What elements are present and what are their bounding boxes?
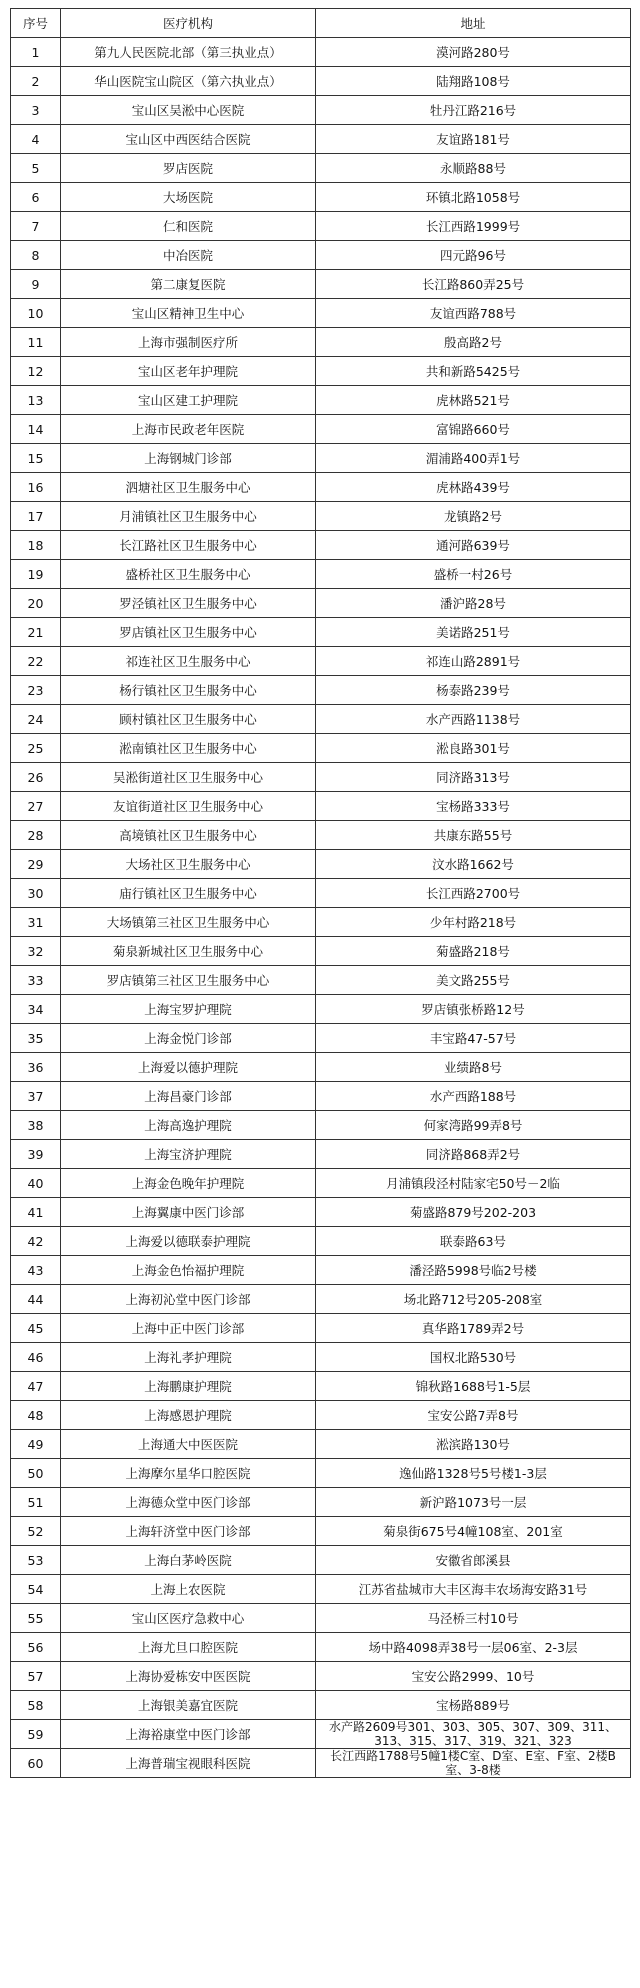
cell-institution: 宝山区吴淞中心医院 [61, 96, 316, 125]
cell-index: 59 [11, 1720, 61, 1749]
cell-institution: 第九人民医院北部（第三执业点） [61, 38, 316, 67]
cell-address: 虎林路521号 [316, 386, 631, 415]
cell-institution: 盛桥社区卫生服务中心 [61, 560, 316, 589]
cell-index: 6 [11, 183, 61, 212]
cell-index: 43 [11, 1256, 61, 1285]
cell-address: 友谊路181号 [316, 125, 631, 154]
cell-index: 52 [11, 1517, 61, 1546]
table-row [11, 1082, 631, 1111]
cell-institution: 上海初沁堂中医门诊部 [61, 1285, 316, 1314]
cell-address: 长江西路1999号 [316, 212, 631, 241]
table-row [11, 763, 631, 792]
table-row [11, 1401, 631, 1430]
cell-institution: 上海感恩护理院 [61, 1401, 316, 1430]
table-row [11, 183, 631, 212]
cell-address: 宝杨路889号 [316, 1691, 631, 1720]
table-row [11, 908, 631, 937]
cell-address: 通河路639号 [316, 531, 631, 560]
table-row [11, 1604, 631, 1633]
table-row [11, 1198, 631, 1227]
cell-index: 39 [11, 1140, 61, 1169]
table-row [11, 1575, 631, 1604]
cell-institution: 上海礼孝护理院 [61, 1343, 316, 1372]
cell-institution: 大场医院 [61, 183, 316, 212]
cell-institution: 上海轩济堂中医门诊部 [61, 1517, 316, 1546]
institution-table [10, 8, 631, 1778]
cell-institution: 上海昌豪门诊部 [61, 1082, 316, 1111]
table-row [11, 966, 631, 995]
cell-institution: 上海宝罗护理院 [61, 995, 316, 1024]
cell-institution: 罗店医院 [61, 154, 316, 183]
cell-address: 长江西路1788号5幢1楼C室、D室、E室、F室、2楼B室、3-8楼 [316, 1749, 631, 1778]
cell-institution: 上海鹏康护理院 [61, 1372, 316, 1401]
table-row [11, 1140, 631, 1169]
cell-address: 牡丹江路216号 [316, 96, 631, 125]
cell-address: 罗店镇张桥路12号 [316, 995, 631, 1024]
table-row [11, 1517, 631, 1546]
cell-index: 19 [11, 560, 61, 589]
table-row [11, 386, 631, 415]
cell-institution: 仁和医院 [61, 212, 316, 241]
cell-index: 46 [11, 1343, 61, 1372]
cell-index: 33 [11, 966, 61, 995]
table-row [11, 415, 631, 444]
cell-address: 逸仙路1328号5号楼1-3层 [316, 1459, 631, 1488]
table-row [11, 357, 631, 386]
cell-institution: 罗店镇第三社区卫生服务中心 [61, 966, 316, 995]
table-row [11, 1691, 631, 1720]
cell-index: 18 [11, 531, 61, 560]
cell-address: 安徽省郎溪县 [316, 1546, 631, 1575]
cell-address: 场北路712号205-208室 [316, 1285, 631, 1314]
table-row [11, 96, 631, 125]
cell-address: 杨泰路239号 [316, 676, 631, 705]
cell-institution: 罗店镇社区卫生服务中心 [61, 618, 316, 647]
cell-address: 月浦镇段泾村陆家宅50号－2临 [316, 1169, 631, 1198]
cell-index: 8 [11, 241, 61, 270]
cell-institution: 上海上农医院 [61, 1575, 316, 1604]
table-row [11, 1111, 631, 1140]
cell-index: 14 [11, 415, 61, 444]
cell-institution: 上海市强制医疗所 [61, 328, 316, 357]
cell-index: 47 [11, 1372, 61, 1401]
cell-institution: 上海金色晚年护理院 [61, 1169, 316, 1198]
cell-address: 宝杨路333号 [316, 792, 631, 821]
cell-institution: 大场社区卫生服务中心 [61, 850, 316, 879]
cell-index: 51 [11, 1488, 61, 1517]
table-row [11, 676, 631, 705]
cell-index: 16 [11, 473, 61, 502]
cell-index: 22 [11, 647, 61, 676]
cell-index: 55 [11, 1604, 61, 1633]
cell-institution: 上海翼康中医门诊部 [61, 1198, 316, 1227]
table-row [11, 531, 631, 560]
table-row [11, 502, 631, 531]
table-row [11, 589, 631, 618]
table-row [11, 1749, 631, 1778]
cell-institution: 泗塘社区卫生服务中心 [61, 473, 316, 502]
cell-index: 13 [11, 386, 61, 415]
cell-address: 马泾桥三村10号 [316, 1604, 631, 1633]
table-row [11, 937, 631, 966]
cell-institution: 上海爱以德护理院 [61, 1053, 316, 1082]
cell-institution: 上海中正中医门诊部 [61, 1314, 316, 1343]
cell-address: 淞滨路130号 [316, 1430, 631, 1459]
cell-address: 盛桥一村26号 [316, 560, 631, 589]
cell-address: 陆翔路108号 [316, 67, 631, 96]
cell-institution: 上海协爱栋安中医医院 [61, 1662, 316, 1691]
table-row [11, 241, 631, 270]
cell-institution: 上海市民政老年医院 [61, 415, 316, 444]
cell-index: 28 [11, 821, 61, 850]
cell-address: 场中路4098弄38号一层06室、2-3层 [316, 1633, 631, 1662]
cell-address: 菊泉街675号4幢108室、201室 [316, 1517, 631, 1546]
table-body [11, 38, 631, 1778]
cell-institution: 华山医院宝山院区（第六执业点） [61, 67, 316, 96]
cell-index: 15 [11, 444, 61, 473]
cell-institution: 杨行镇社区卫生服务中心 [61, 676, 316, 705]
table-row [11, 1053, 631, 1082]
cell-address: 永顺路88号 [316, 154, 631, 183]
cell-address: 汶水路1662号 [316, 850, 631, 879]
cell-index: 53 [11, 1546, 61, 1575]
cell-address: 丰宝路47-57号 [316, 1024, 631, 1053]
header-index: 序号 [11, 9, 61, 38]
cell-address: 淞良路301号 [316, 734, 631, 763]
cell-index: 40 [11, 1169, 61, 1198]
cell-address: 美诺路251号 [316, 618, 631, 647]
cell-institution: 中冶医院 [61, 241, 316, 270]
cell-index: 23 [11, 676, 61, 705]
cell-address: 潘泾路5998号临2号楼 [316, 1256, 631, 1285]
table-row [11, 38, 631, 67]
table-row [11, 1343, 631, 1372]
cell-index: 56 [11, 1633, 61, 1662]
cell-index: 25 [11, 734, 61, 763]
cell-address: 四元路96号 [316, 241, 631, 270]
cell-institution: 祁连社区卫生服务中心 [61, 647, 316, 676]
cell-address: 新沪路1073号一层 [316, 1488, 631, 1517]
cell-institution: 上海钢城门诊部 [61, 444, 316, 473]
cell-address: 祁连山路2891号 [316, 647, 631, 676]
institution-list-sheet [10, 8, 630, 1778]
cell-address: 水产路2609号301、303、305、307、309、311、313、315、317、319、321、323 [316, 1720, 631, 1749]
header-address: 地址 [316, 9, 631, 38]
table-row [11, 1372, 631, 1401]
table-row [11, 1256, 631, 1285]
cell-address: 业绩路8号 [316, 1053, 631, 1082]
table-row [11, 792, 631, 821]
cell-address: 何家湾路99弄8号 [316, 1111, 631, 1140]
table-row [11, 1720, 631, 1749]
table-row [11, 1662, 631, 1691]
table-row [11, 1430, 631, 1459]
table-row [11, 1314, 631, 1343]
cell-address: 菊盛路879号202-203 [316, 1198, 631, 1227]
cell-address: 国权北路530号 [316, 1343, 631, 1372]
cell-institution: 月浦镇社区卫生服务中心 [61, 502, 316, 531]
cell-institution: 上海金悦门诊部 [61, 1024, 316, 1053]
cell-index: 12 [11, 357, 61, 386]
table-row [11, 705, 631, 734]
table-row [11, 647, 631, 676]
table-row [11, 995, 631, 1024]
cell-address: 共康东路55号 [316, 821, 631, 850]
cell-address: 殷高路2号 [316, 328, 631, 357]
cell-address: 漠河路280号 [316, 38, 631, 67]
table-row [11, 1227, 631, 1256]
cell-index: 32 [11, 937, 61, 966]
cell-address: 富锦路660号 [316, 415, 631, 444]
cell-institution: 第二康复医院 [61, 270, 316, 299]
table-row [11, 1633, 631, 1662]
cell-institution: 罗泾镇社区卫生服务中心 [61, 589, 316, 618]
table-row [11, 850, 631, 879]
table-row [11, 1285, 631, 1314]
cell-index: 21 [11, 618, 61, 647]
cell-address: 长江西路2700号 [316, 879, 631, 908]
table-row [11, 1459, 631, 1488]
cell-index: 20 [11, 589, 61, 618]
cell-institution: 友谊街道社区卫生服务中心 [61, 792, 316, 821]
cell-institution: 上海金色怡福护理院 [61, 1256, 316, 1285]
cell-institution: 上海白茅岭医院 [61, 1546, 316, 1575]
table-row [11, 270, 631, 299]
cell-institution: 淞南镇社区卫生服务中心 [61, 734, 316, 763]
cell-index: 54 [11, 1575, 61, 1604]
cell-address: 真华路1789弄2号 [316, 1314, 631, 1343]
table-row [11, 1169, 631, 1198]
table-row [11, 734, 631, 763]
cell-address: 龙镇路2号 [316, 502, 631, 531]
cell-address: 江苏省盐城市大丰区海丰农场海安路31号 [316, 1575, 631, 1604]
cell-index: 30 [11, 879, 61, 908]
cell-institution: 宝山区医疗急救中心 [61, 1604, 316, 1633]
cell-institution: 顾村镇社区卫生服务中心 [61, 705, 316, 734]
cell-index: 26 [11, 763, 61, 792]
table-row [11, 328, 631, 357]
cell-institution: 上海普瑞宝视眼科医院 [61, 1749, 316, 1778]
table-header-row [11, 9, 631, 38]
header-institution: 医疗机构 [61, 9, 316, 38]
cell-institution: 高境镇社区卫生服务中心 [61, 821, 316, 850]
cell-institution: 上海高逸护理院 [61, 1111, 316, 1140]
table-row [11, 1546, 631, 1575]
table-row [11, 618, 631, 647]
table-row [11, 879, 631, 908]
table-row [11, 212, 631, 241]
cell-address: 宝安公路7弄8号 [316, 1401, 631, 1430]
cell-index: 34 [11, 995, 61, 1024]
table-row [11, 1488, 631, 1517]
cell-index: 1 [11, 38, 61, 67]
table-row [11, 560, 631, 589]
cell-institution: 宝山区建工护理院 [61, 386, 316, 415]
cell-institution: 上海宝济护理院 [61, 1140, 316, 1169]
cell-institution: 上海爱以德联泰护理院 [61, 1227, 316, 1256]
cell-index: 9 [11, 270, 61, 299]
table-row [11, 67, 631, 96]
cell-index: 44 [11, 1285, 61, 1314]
cell-address: 水产西路188号 [316, 1082, 631, 1111]
cell-institution: 上海裕康堂中医门诊部 [61, 1720, 316, 1749]
cell-index: 11 [11, 328, 61, 357]
cell-index: 3 [11, 96, 61, 125]
cell-address: 潘沪路28号 [316, 589, 631, 618]
cell-address: 同济路313号 [316, 763, 631, 792]
cell-index: 31 [11, 908, 61, 937]
cell-index: 7 [11, 212, 61, 241]
cell-index: 37 [11, 1082, 61, 1111]
cell-institution: 上海德众堂中医门诊部 [61, 1488, 316, 1517]
table-row [11, 444, 631, 473]
cell-institution: 上海摩尔星华口腔医院 [61, 1459, 316, 1488]
table-row [11, 821, 631, 850]
cell-institution: 上海银美嘉宜医院 [61, 1691, 316, 1720]
cell-address: 水产西路1138号 [316, 705, 631, 734]
cell-address: 湄浦路400弄1号 [316, 444, 631, 473]
cell-address: 友谊西路788号 [316, 299, 631, 328]
cell-institution: 吴淞街道社区卫生服务中心 [61, 763, 316, 792]
cell-address: 环镇北路1058号 [316, 183, 631, 212]
cell-index: 36 [11, 1053, 61, 1082]
table-row [11, 154, 631, 183]
cell-institution: 宝山区老年护理院 [61, 357, 316, 386]
cell-address: 菊盛路218号 [316, 937, 631, 966]
cell-institution: 上海尤旦口腔医院 [61, 1633, 316, 1662]
cell-institution: 上海通大中医医院 [61, 1430, 316, 1459]
cell-index: 4 [11, 125, 61, 154]
cell-index: 41 [11, 1198, 61, 1227]
cell-index: 60 [11, 1749, 61, 1778]
cell-institution: 庙行镇社区卫生服务中心 [61, 879, 316, 908]
cell-index: 35 [11, 1024, 61, 1053]
cell-address: 联泰路63号 [316, 1227, 631, 1256]
cell-address: 宝安公路2999、10号 [316, 1662, 631, 1691]
table-row [11, 125, 631, 154]
cell-address: 锦秋路1688号1-5层 [316, 1372, 631, 1401]
cell-index: 48 [11, 1401, 61, 1430]
cell-index: 45 [11, 1314, 61, 1343]
cell-address: 长江路860弄25号 [316, 270, 631, 299]
table-row [11, 299, 631, 328]
cell-address: 虎林路439号 [316, 473, 631, 502]
cell-index: 24 [11, 705, 61, 734]
cell-address: 少年村路218号 [316, 908, 631, 937]
cell-index: 50 [11, 1459, 61, 1488]
cell-index: 10 [11, 299, 61, 328]
table-row [11, 473, 631, 502]
cell-address: 美文路255号 [316, 966, 631, 995]
cell-address: 同济路868弄2号 [316, 1140, 631, 1169]
cell-index: 29 [11, 850, 61, 879]
cell-institution: 大场镇第三社区卫生服务中心 [61, 908, 316, 937]
cell-index: 27 [11, 792, 61, 821]
cell-index: 49 [11, 1430, 61, 1459]
cell-institution: 长江路社区卫生服务中心 [61, 531, 316, 560]
cell-index: 58 [11, 1691, 61, 1720]
cell-institution: 菊泉新城社区卫生服务中心 [61, 937, 316, 966]
cell-index: 17 [11, 502, 61, 531]
cell-index: 57 [11, 1662, 61, 1691]
cell-index: 38 [11, 1111, 61, 1140]
cell-index: 5 [11, 154, 61, 183]
table-row [11, 1024, 631, 1053]
cell-address: 共和新路5425号 [316, 357, 631, 386]
cell-index: 42 [11, 1227, 61, 1256]
cell-institution: 宝山区中西医结合医院 [61, 125, 316, 154]
cell-institution: 宝山区精神卫生中心 [61, 299, 316, 328]
cell-index: 2 [11, 67, 61, 96]
